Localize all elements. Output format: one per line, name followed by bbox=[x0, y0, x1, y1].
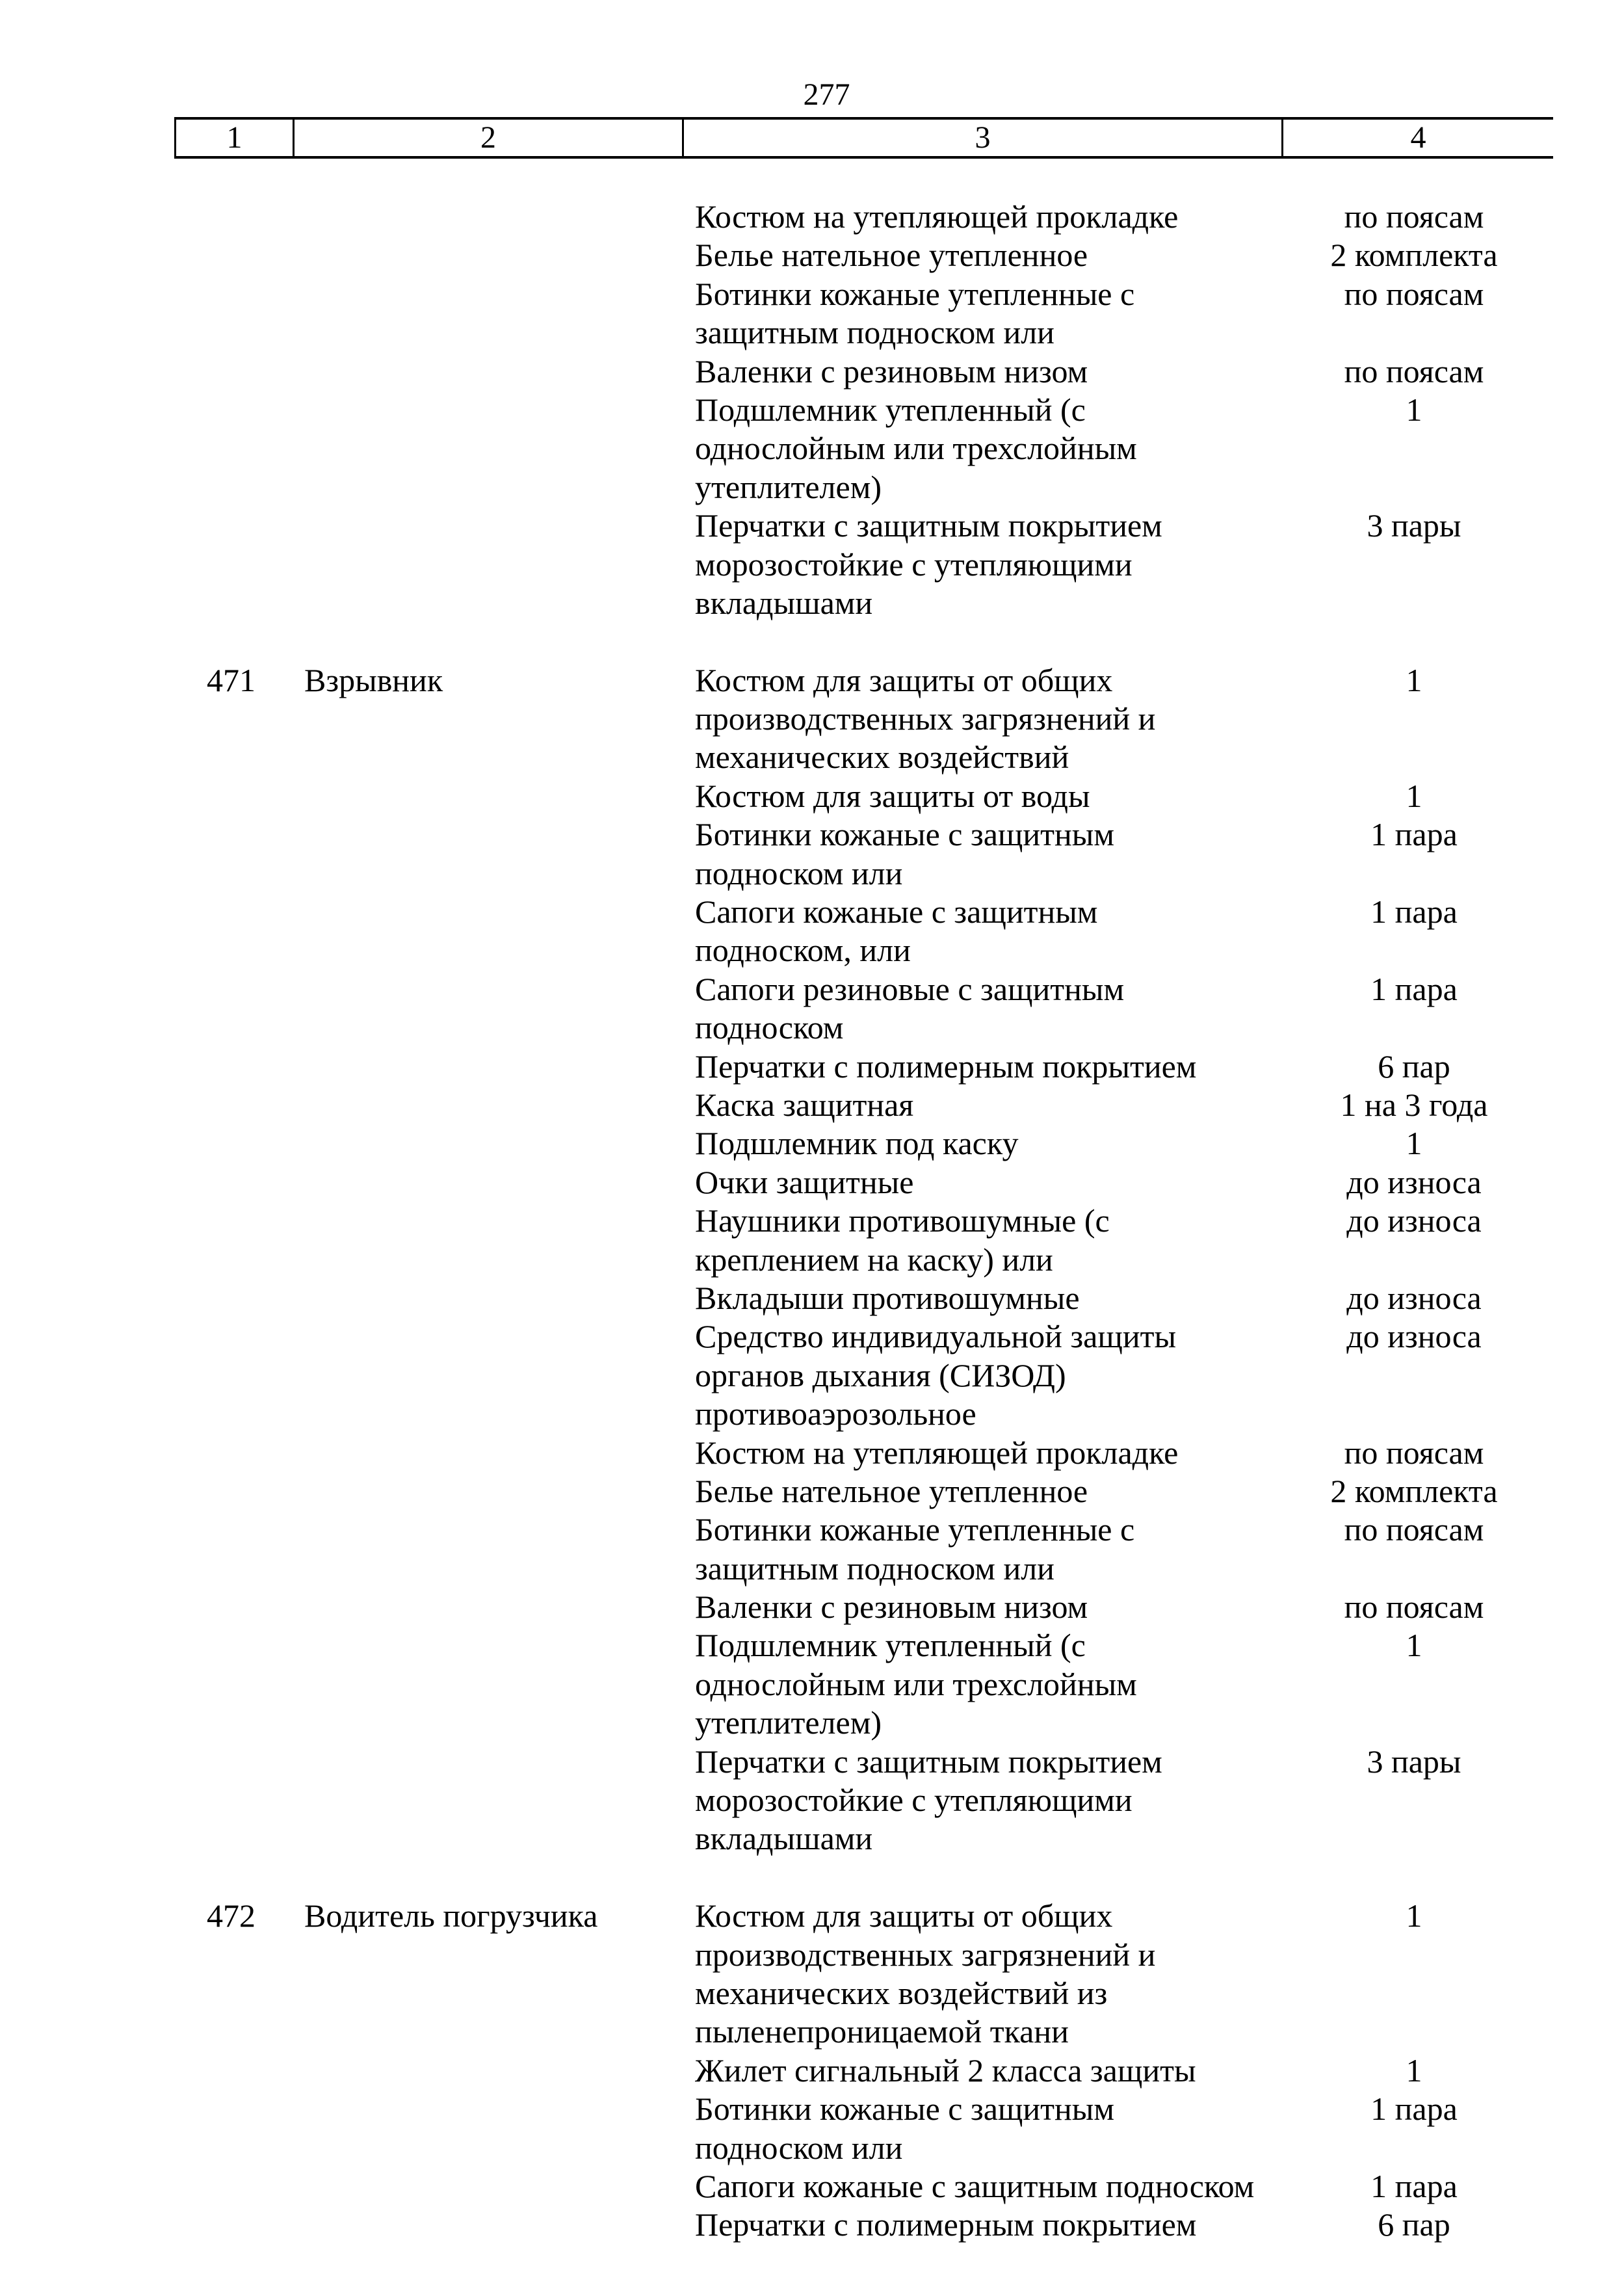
item-name: противоаэрозольное bbox=[695, 1395, 976, 1432]
item-quantity: 6 пар bbox=[1378, 2206, 1450, 2243]
item-name: Перчатки с защитным покрытием bbox=[695, 1743, 1162, 1780]
row-line bbox=[174, 507, 1553, 545]
row-line bbox=[174, 391, 1553, 429]
table-row bbox=[174, 1897, 1553, 2052]
item-name: подноском или bbox=[695, 2129, 903, 2166]
row-line bbox=[174, 275, 1553, 313]
table-row bbox=[174, 1124, 1553, 1163]
item-quantity: 1 пара bbox=[1370, 893, 1458, 930]
item-name: Вкладыши противошумные bbox=[695, 1279, 1080, 1316]
table-row bbox=[174, 2167, 1553, 2206]
table-row bbox=[174, 352, 1553, 391]
item-quantity: 1 bbox=[1406, 1125, 1422, 1162]
row-line bbox=[174, 1974, 1553, 2012]
row-line bbox=[174, 1124, 1553, 1163]
item-quantity: 6 пар bbox=[1378, 1048, 1450, 1085]
table-row bbox=[174, 1588, 1553, 1626]
item-name: Белье нательное утепленное bbox=[695, 237, 1088, 274]
profession-name: Водитель погрузчика bbox=[304, 1897, 598, 1934]
row-line bbox=[174, 1009, 1553, 1047]
row-line bbox=[174, 1743, 1553, 1781]
row-line bbox=[174, 738, 1553, 776]
item-quantity: 1 bbox=[1406, 391, 1422, 428]
item-name: Подшлемник утепленный (с bbox=[695, 391, 1086, 428]
item-quantity: 1 на 3 года bbox=[1340, 1086, 1488, 1123]
item-name: однослойным или трехслойным bbox=[695, 430, 1137, 467]
group-spacer bbox=[174, 622, 1553, 661]
table-row bbox=[174, 1317, 1553, 1433]
item-name: Ботинки кожаные с защитным bbox=[695, 2091, 1114, 2128]
table-row bbox=[174, 275, 1553, 352]
row-line bbox=[174, 1550, 1553, 1588]
item-name: Сапоги кожаные с защитным подноском bbox=[695, 2167, 1255, 2204]
header-col-3: 3 bbox=[682, 120, 1281, 156]
item-quantity: до износа bbox=[1346, 1318, 1482, 1355]
item-quantity: по поясам bbox=[1344, 1589, 1484, 1626]
item-name: Средство индивидуальной защиты bbox=[695, 1318, 1177, 1355]
item-quantity: 1 bbox=[1406, 661, 1422, 698]
item-name: Валенки с резиновым низом bbox=[695, 352, 1088, 389]
table-row bbox=[174, 2090, 1553, 2167]
row-line bbox=[174, 2012, 1553, 2051]
table-row bbox=[174, 1626, 1553, 1742]
item-name: Каска защитная bbox=[695, 1086, 914, 1123]
item-quantity: 1 bbox=[1406, 1897, 1422, 1934]
item-name: Перчатки с полимерным покрытием bbox=[695, 1048, 1197, 1085]
item-name: Ботинки кожаные утепленные с bbox=[695, 275, 1135, 312]
item-name: Наушники противошумные (с bbox=[695, 1202, 1110, 1239]
row-line bbox=[174, 1202, 1553, 1240]
table-row bbox=[174, 391, 1553, 507]
item-quantity: по поясам bbox=[1344, 352, 1484, 389]
item-quantity: 1 пара bbox=[1370, 2167, 1458, 2204]
row-line bbox=[174, 1626, 1553, 1665]
row-line bbox=[174, 1819, 1553, 1858]
row-line bbox=[174, 1472, 1553, 1511]
row-line bbox=[174, 546, 1553, 584]
item-quantity: до износа bbox=[1346, 1163, 1482, 1200]
row-line bbox=[174, 1511, 1553, 1549]
profession-group bbox=[174, 661, 1553, 1858]
item-quantity: по поясам bbox=[1344, 1511, 1484, 1548]
item-name: Сапоги кожаные с защитным bbox=[695, 893, 1098, 930]
table-row bbox=[174, 1511, 1553, 1588]
row-line bbox=[174, 777, 1553, 815]
table-row bbox=[174, 2206, 1553, 2244]
row-line bbox=[174, 931, 1553, 970]
item-name: Ботинки кожаные с защитным bbox=[695, 816, 1114, 853]
table-row bbox=[174, 1434, 1553, 1472]
table-row bbox=[174, 1163, 1553, 1202]
row-line bbox=[174, 236, 1553, 274]
item-quantity: по поясам bbox=[1344, 1434, 1484, 1471]
item-name: Подшлемник утепленный (с bbox=[695, 1627, 1086, 1664]
item-quantity: 1 bbox=[1406, 2052, 1422, 2089]
table-row bbox=[174, 777, 1553, 815]
row-line bbox=[174, 893, 1553, 931]
row-line bbox=[174, 429, 1553, 468]
item-name: механических воздействий из bbox=[695, 1974, 1108, 2011]
item-name: Ботинки кожаные утепленные с bbox=[695, 1511, 1135, 1548]
item-name: Сапоги резиновые с защитным bbox=[695, 970, 1125, 1007]
table-row bbox=[174, 1048, 1553, 1086]
item-name: производственных загрязнений и bbox=[695, 1936, 1156, 1973]
item-name: защитным подноском или bbox=[695, 1550, 1054, 1587]
profession-number: 471 bbox=[207, 661, 255, 698]
item-name: Подшлемник под каску bbox=[695, 1125, 1019, 1162]
item-quantity: 1 bbox=[1406, 1627, 1422, 1664]
item-quantity: 1 пара bbox=[1370, 816, 1458, 853]
profession-group bbox=[174, 1897, 1553, 2245]
table-body bbox=[174, 198, 1553, 2245]
row-line bbox=[174, 1897, 1553, 1935]
row-line bbox=[174, 584, 1553, 622]
group-spacer bbox=[174, 1858, 1553, 1897]
row-line bbox=[174, 1048, 1553, 1086]
row-line bbox=[174, 1086, 1553, 1124]
row-line bbox=[174, 1317, 1553, 1356]
row-line bbox=[174, 661, 1553, 700]
row-line bbox=[174, 700, 1553, 738]
item-name: морозостойкие с утепляющими bbox=[695, 546, 1133, 583]
item-name: органов дыхания (СИЗОД) bbox=[695, 1356, 1066, 1393]
item-name: вкладышами bbox=[695, 584, 873, 621]
item-name: креплением на каску) или bbox=[695, 1241, 1053, 1278]
item-name: Перчатки с полимерным покрытием bbox=[695, 2206, 1197, 2243]
table-row bbox=[174, 236, 1553, 274]
row-line bbox=[174, 2052, 1553, 2090]
table-row bbox=[174, 1202, 1553, 1279]
item-name: однослойным или трехслойным bbox=[695, 1665, 1137, 1702]
profession-number: 472 bbox=[207, 1897, 255, 1934]
item-quantity: 1 пара bbox=[1370, 2091, 1458, 2128]
item-quantity: до износа bbox=[1346, 1279, 1482, 1316]
row-line bbox=[174, 1936, 1553, 1974]
item-name: Костюм на утепляющей прокладке bbox=[695, 198, 1179, 235]
item-name: Жилет сигнальный 2 класса защиты bbox=[695, 2052, 1196, 2089]
table-row bbox=[174, 815, 1553, 893]
table-row bbox=[174, 1743, 1553, 1858]
row-line bbox=[174, 1588, 1553, 1626]
item-name: утеплителем) bbox=[695, 468, 882, 505]
row-line bbox=[174, 1241, 1553, 1279]
table-row bbox=[174, 1086, 1553, 1124]
table-row bbox=[174, 1279, 1553, 1317]
item-name: морозостойкие с утепляющими bbox=[695, 1782, 1133, 1819]
page-number: 277 bbox=[803, 77, 850, 112]
table-row bbox=[174, 1472, 1553, 1511]
row-line bbox=[174, 1279, 1553, 1317]
item-quantity: 1 пара bbox=[1370, 970, 1458, 1007]
table-row bbox=[174, 507, 1553, 622]
table-row bbox=[174, 893, 1553, 970]
item-quantity: 2 комплекта bbox=[1330, 1472, 1498, 1509]
item-name: Костюм для защиты от воды bbox=[695, 777, 1090, 814]
row-line bbox=[174, 1434, 1553, 1472]
row-line bbox=[174, 1356, 1553, 1395]
item-name: Костюм на утепляющей прокладке bbox=[695, 1434, 1179, 1471]
item-name: Костюм для защиты от общих bbox=[695, 1897, 1113, 1934]
row-line bbox=[174, 468, 1553, 507]
row-line bbox=[174, 2129, 1553, 2167]
profession-name: Взрывник bbox=[304, 661, 443, 698]
row-line bbox=[174, 198, 1553, 236]
item-name: подноском или bbox=[695, 854, 903, 891]
table-row bbox=[174, 970, 1553, 1048]
item-name: защитным подноском или bbox=[695, 314, 1054, 351]
row-line bbox=[174, 970, 1553, 1009]
item-name: Белье нательное утепленное bbox=[695, 1472, 1088, 1509]
item-quantity: 3 пары bbox=[1367, 507, 1461, 544]
header-col-4: 4 bbox=[1281, 120, 1553, 156]
item-name: механических воздействий bbox=[695, 739, 1069, 776]
row-line bbox=[174, 1704, 1553, 1742]
header-col-2: 2 bbox=[293, 120, 682, 156]
row-line bbox=[174, 313, 1553, 352]
item-name: Очки защитные bbox=[695, 1163, 914, 1200]
item-quantity: до износа bbox=[1346, 1202, 1482, 1239]
item-quantity: 1 bbox=[1406, 777, 1422, 814]
item-quantity: 3 пары bbox=[1367, 1743, 1461, 1780]
row-line bbox=[174, 1395, 1553, 1433]
item-name: утеплителем) bbox=[695, 1704, 882, 1741]
item-name: подноском, или bbox=[695, 932, 911, 969]
table-row bbox=[174, 2052, 1553, 2090]
table-row bbox=[174, 198, 1553, 236]
item-name: Перчатки с защитным покрытием bbox=[695, 507, 1162, 544]
table-header bbox=[174, 117, 1553, 159]
item-quantity: по поясам bbox=[1344, 198, 1484, 235]
item-name: вкладышами bbox=[695, 1820, 873, 1857]
item-quantity: по поясам bbox=[1344, 275, 1484, 312]
row-line bbox=[174, 2206, 1553, 2244]
item-name: пыленепроницаемой ткани bbox=[695, 2013, 1069, 2050]
header-col-1: 1 bbox=[174, 120, 293, 156]
item-name: подноском bbox=[695, 1009, 844, 1046]
row-line bbox=[174, 815, 1553, 854]
row-line bbox=[174, 2167, 1553, 2206]
item-name: производственных загрязнений и bbox=[695, 700, 1156, 737]
row-line bbox=[174, 352, 1553, 391]
row-line bbox=[174, 1665, 1553, 1704]
row-line bbox=[174, 2090, 1553, 2128]
profession-group bbox=[174, 198, 1553, 622]
row-line bbox=[174, 854, 1553, 893]
item-name: Костюм для защиты от общих bbox=[695, 661, 1113, 698]
row-line bbox=[174, 1163, 1553, 1202]
item-name: Валенки с резиновым низом bbox=[695, 1589, 1088, 1626]
table-row bbox=[174, 661, 1553, 777]
row-line bbox=[174, 1781, 1553, 1819]
item-quantity: 2 комплекта bbox=[1330, 237, 1498, 274]
